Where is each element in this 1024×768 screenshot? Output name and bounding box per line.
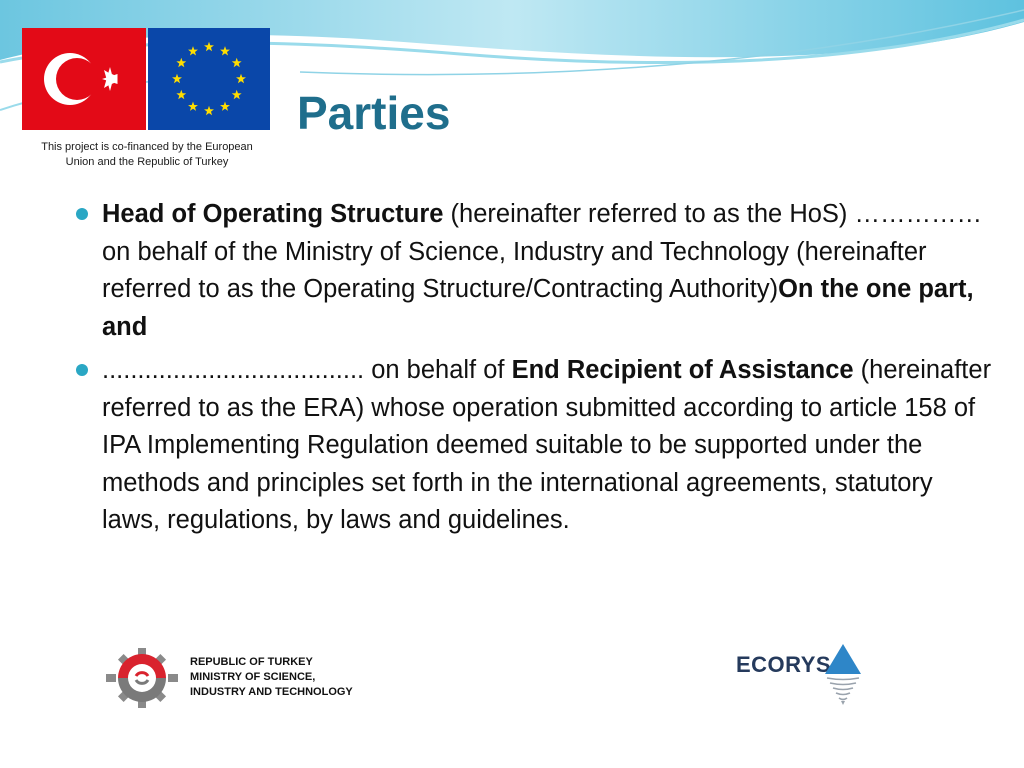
ecorys-triangle-logo-icon (824, 644, 862, 706)
eu-star-icon (236, 74, 246, 83)
bullet-list (74, 196, 994, 546)
bullet-2-lead: ..................................... on behalf of (102, 356, 512, 384)
bullet-1-bold-heading: Head of Operating Structure (102, 200, 444, 228)
cofinance-line-2: Union and the Republic of Turkey (65, 156, 229, 168)
eu-star-icon (188, 46, 198, 55)
eu-star-icon (220, 102, 230, 111)
ministry-line-1: REPUBLIC OF TURKEY (190, 656, 313, 668)
bullet-dot-icon (76, 208, 88, 220)
eu-star-icon (188, 102, 198, 111)
eu-star-icon (176, 58, 186, 67)
cofinance-line-1: This project is co-financed by the European (41, 141, 253, 153)
eu-star-icon (176, 90, 186, 99)
bullet-dot-icon (76, 364, 88, 376)
slide-title: Parties (297, 87, 451, 139)
bullet-item-era (74, 352, 994, 540)
bullet-2-bold-heading: End Recipient of Assistance (511, 356, 854, 384)
bullet-item-hos (74, 196, 994, 346)
bullet-1-text: (hereinafter referred to as the HoS) ……………on behalf of the Ministry of Science, Industry and Technology (hereinafter referred to as the Operating Structure/Contracting Authority) (102, 200, 982, 303)
bullet-2-text: (hereinafter referred to as the ERA) whose operation submitted according to article 158 of IPA Implementing Regulation deemed suitable to be supported under the methods and principles set forth in the international agreements, statutory laws, regulations, by laws and guidelines. (102, 356, 992, 534)
turkey-flag-icon (22, 28, 146, 130)
eu-star-icon (172, 74, 182, 83)
ecorys-wordmark: ECORYS (736, 652, 832, 677)
ministry-line-2: MINISTRY OF SCIENCE, (190, 671, 316, 683)
bullet-1-bold-tail: On the one part, and (102, 275, 974, 341)
eu-flag-icon (148, 28, 270, 130)
eu-star-icon (220, 46, 230, 55)
ministry-line-3: INDUSTRY AND TECHNOLOGY (190, 686, 353, 698)
eu-star-icon (204, 106, 214, 115)
eu-star-icon (232, 90, 242, 99)
eu-star-icon (204, 42, 214, 51)
ministry-name (190, 655, 353, 700)
eu-star-icon (232, 58, 242, 67)
cofinance-notice (12, 140, 282, 170)
ministry-gear-logo-icon (102, 646, 182, 710)
